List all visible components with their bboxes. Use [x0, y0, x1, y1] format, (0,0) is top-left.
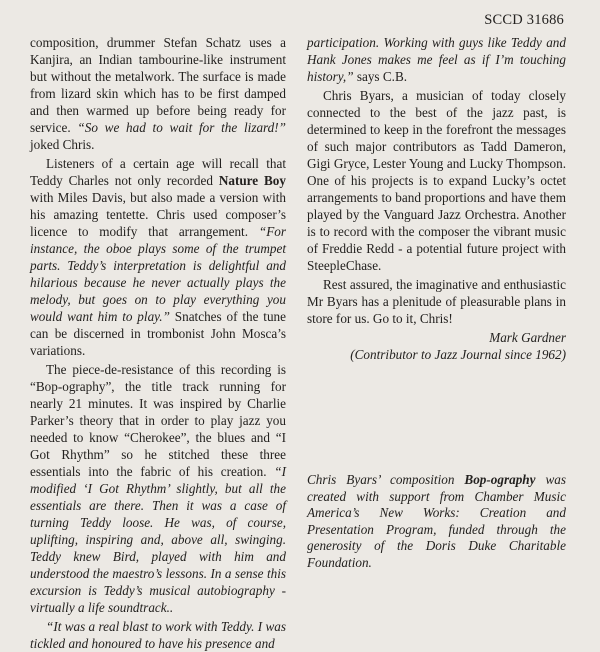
- paragraph-participation: [307, 34, 566, 85]
- paragraph-text: Snatches of the tune can be discerned in trombonist John Mosca’s variations.: [30, 309, 286, 358]
- paragraph-chris-byars: Chris Byars, a musician of today closely connected to the best of the jazz past, is determined to keep in the forefront the messages of such major contributors as Tadd Dameron, Gigi Gryce, Lester Young and Lucky Thompson. One of his projects is to expand Lucky’s octet arrangements to band proportions and have them played by the Vanguard Jazz Orchestra. Another is to record with the composer the vibrant music of Freddie Redd - a potential future project with SteepleChase.: [307, 88, 566, 273]
- left-column: [30, 34, 286, 652]
- quote-text: “It was a real blast to work with Teddy. I was tickled and honoured to have his presence and: [30, 619, 286, 651]
- paragraph-text: The piece-de-resistance of this recording is “Bop-ography”, the title track running for nearly 21 minutes. It was inspired by Charlie Parker’s theory that in order to play jazz you needed to know “Cherokee”, the blues and “I Got Rhythm” so he stitched these three essentials into the fabric of his creation.: [30, 362, 286, 479]
- right-column: [307, 34, 566, 363]
- credit-title: Bop-ography: [464, 472, 536, 487]
- paragraph-text: joked Chris.: [30, 137, 95, 152]
- catalog-number: SCCD 31686: [484, 12, 564, 28]
- song-title: Nature Boy: [218, 173, 286, 188]
- paragraph-text: with Miles Davis, but also made a version with his amazing tentette. Chris used composer’s licence to modify that arrangement.: [30, 190, 286, 239]
- paragraph-nature-boy: [30, 155, 286, 359]
- author-note: (Contributor to Jazz Journal since 1962): [350, 347, 566, 362]
- quote-text: “I modified ‘I Got Rhythm’ slightly, but all the essentials are there. Then it was a case of turning Teddy loose. He was, of course, uplifting, inspiring and, above all, swinging. Teddy knew Bird, played with him and understood the maestro’s lessons. In a sense this excursion is Teddy’s musical autobiography - virtually a life soundtrack..: [30, 464, 286, 615]
- author-name: Mark Gardner: [489, 330, 566, 345]
- paragraph-text: says C.B.: [353, 69, 408, 84]
- paragraph-teddy: [30, 618, 286, 652]
- quote-text: “For instance, the oboe plays some of the trumpet parts. Teddy’s interpretation is delightful and hilarious because he never actually plays the melody, but goes on to play everything you would want him to play.”: [30, 224, 286, 324]
- paragraph-bop-ography: [30, 361, 286, 616]
- credit-text: was created with support from Chamber Music America’s New Works: Creation and Presentation Program, funded through the generosity of the Doris Duke Charitable Foundation.: [307, 472, 566, 570]
- composition-credit: [307, 472, 566, 571]
- quote-text: participation. Working with guys like Teddy and Hank Jones makes me feel as if I’m touching history,”: [307, 35, 566, 84]
- paragraph-rest-assured: Rest assured, the imaginative and enthusiastic Mr Byars has a plenitude of pleasurable plans in store for us. Go to it, Chris!: [307, 277, 566, 326]
- paragraph-lizard: [30, 34, 286, 153]
- signature-block: [307, 329, 566, 363]
- paragraph-text: composition, drummer Stefan Schatz uses a Kanjira, an Indian tambourine-like instrument but without the metalwork. The surface is made from lizard skin which has to be first damped and then warmed up before being ready for service.: [30, 35, 286, 135]
- credit-text: Chris Byars’ composition: [307, 472, 465, 487]
- paragraph-text: Listeners of a certain age will recall that Teddy Charles not only recorded: [30, 156, 286, 188]
- quote-text: “So we had to wait for the lizard!”: [77, 120, 287, 135]
